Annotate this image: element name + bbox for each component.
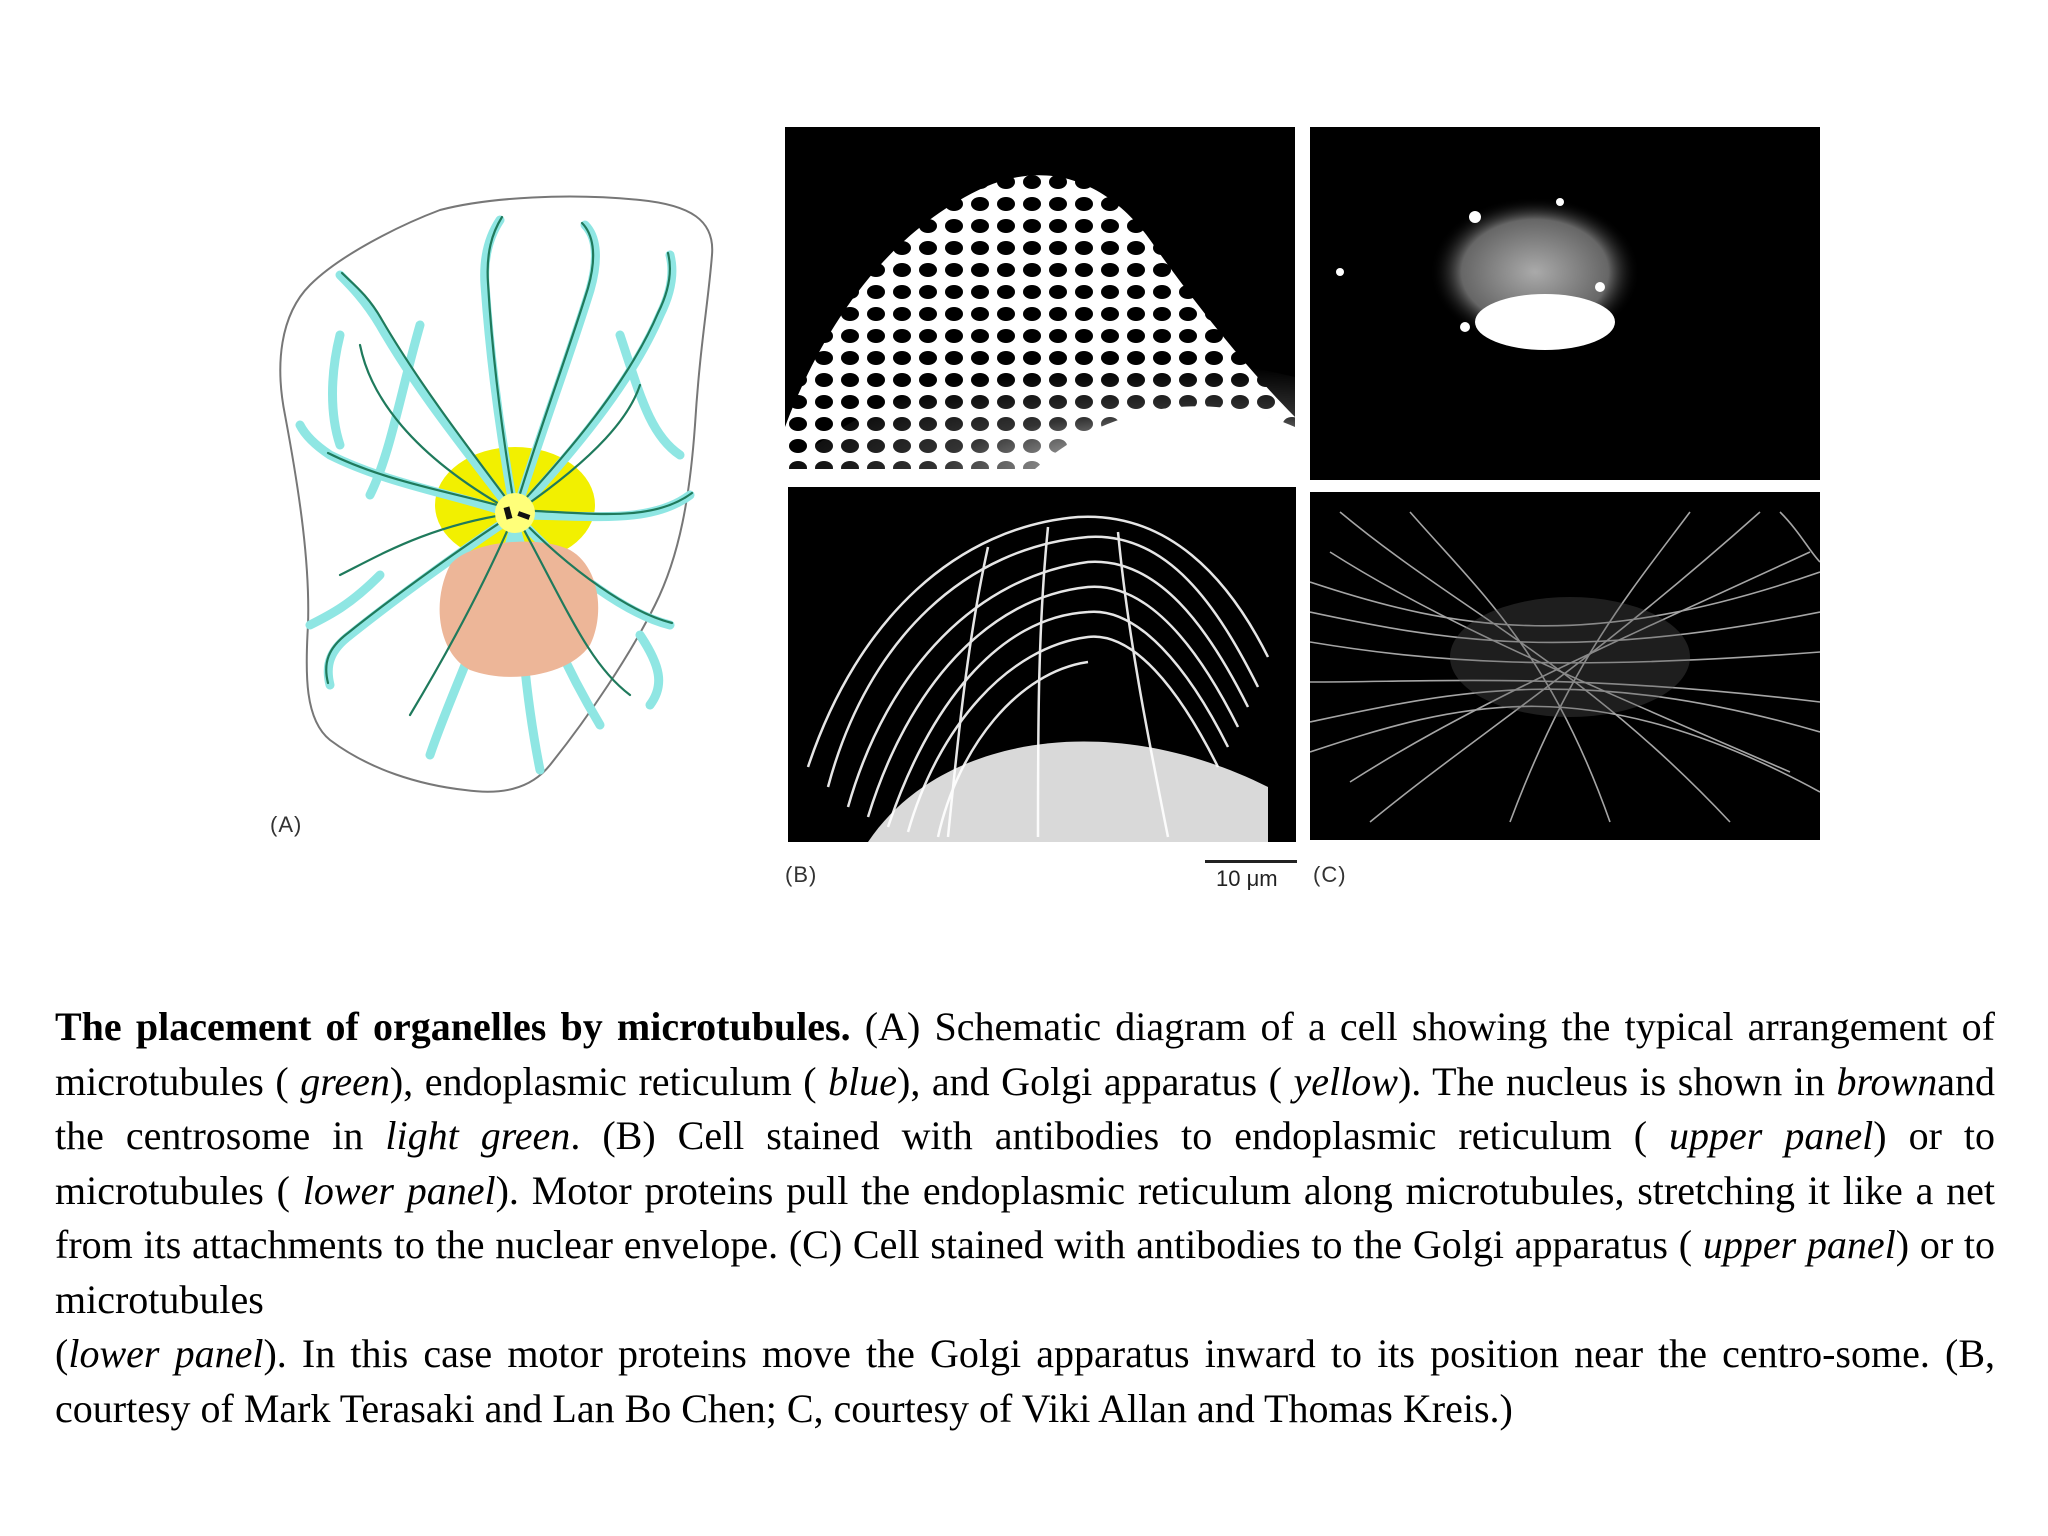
micrograph-c-lower [1310, 492, 1820, 840]
caption-emphasis: lower panel [302, 1167, 496, 1213]
panel-label-c: (C) [1313, 862, 1347, 887]
caption-emphasis: upper panel [1702, 1222, 1896, 1267]
nucleus [440, 542, 599, 677]
caption-text: ). In this case motor proteins move the Golgi apparatus inward to its position near the centro-some. (B, courtesy of Mark Terasaki and Lan Bo Chen; C, courtesy of Viki Allan and Thomas Kreis.) [55, 1331, 1996, 1431]
caption-emphasis: upper panel [1669, 1113, 1874, 1158]
caption-text: ), and Golgi apparatus ( [897, 1058, 1294, 1104]
caption-text: ) or to microtubules ( [55, 1113, 1996, 1213]
centrosome [495, 493, 535, 533]
caption-text: ). Motor proteins pull the endoplasmic reticulum along microtubules, stretching it like a net from its attachments to the nuclear envelope. (C) Cell stained with antibodies to the Golgi apparatus ( [55, 1167, 1996, 1267]
scale-bar [1205, 860, 1297, 863]
caption-emphasis: light green [385, 1113, 571, 1158]
cell-schematic [270, 195, 740, 795]
caption-emphasis: blue [828, 1058, 898, 1104]
caption-text: ), endoplasmic reticulum ( [389, 1058, 829, 1104]
micrograph-b-lower [788, 487, 1296, 842]
caption-text: (A) Schematic diagram of a cell showing the typical arrangement of microtubules ( [55, 1004, 1995, 1104]
figure-caption [55, 1000, 1995, 1436]
caption-text: ( [55, 1331, 69, 1376]
caption-text: ) or to microtubules [55, 1222, 1995, 1322]
micrograph-c-upper [1310, 127, 1820, 480]
caption-emphasis: green [300, 1058, 390, 1104]
panel-label-b: (B) [785, 862, 818, 887]
micrograph-b-upper [785, 127, 1295, 469]
scale-bar-label: 10 μm [1216, 866, 1278, 891]
caption-text: and the centrosome in [55, 1058, 1995, 1158]
panel-label-a: (A) [270, 812, 303, 837]
caption-emphasis: lower panel [68, 1331, 264, 1376]
caption-emphasis: yellow [1293, 1058, 1398, 1104]
caption-title: The placement of organelles by microtubules. [55, 1004, 851, 1049]
caption-text: . (B) Cell stained with antibodies to endoplasmic reticulum ( [570, 1113, 1670, 1158]
caption-emphasis: brown [1836, 1058, 1938, 1104]
caption-text: ). The nucleus is shown in [1397, 1058, 1837, 1104]
